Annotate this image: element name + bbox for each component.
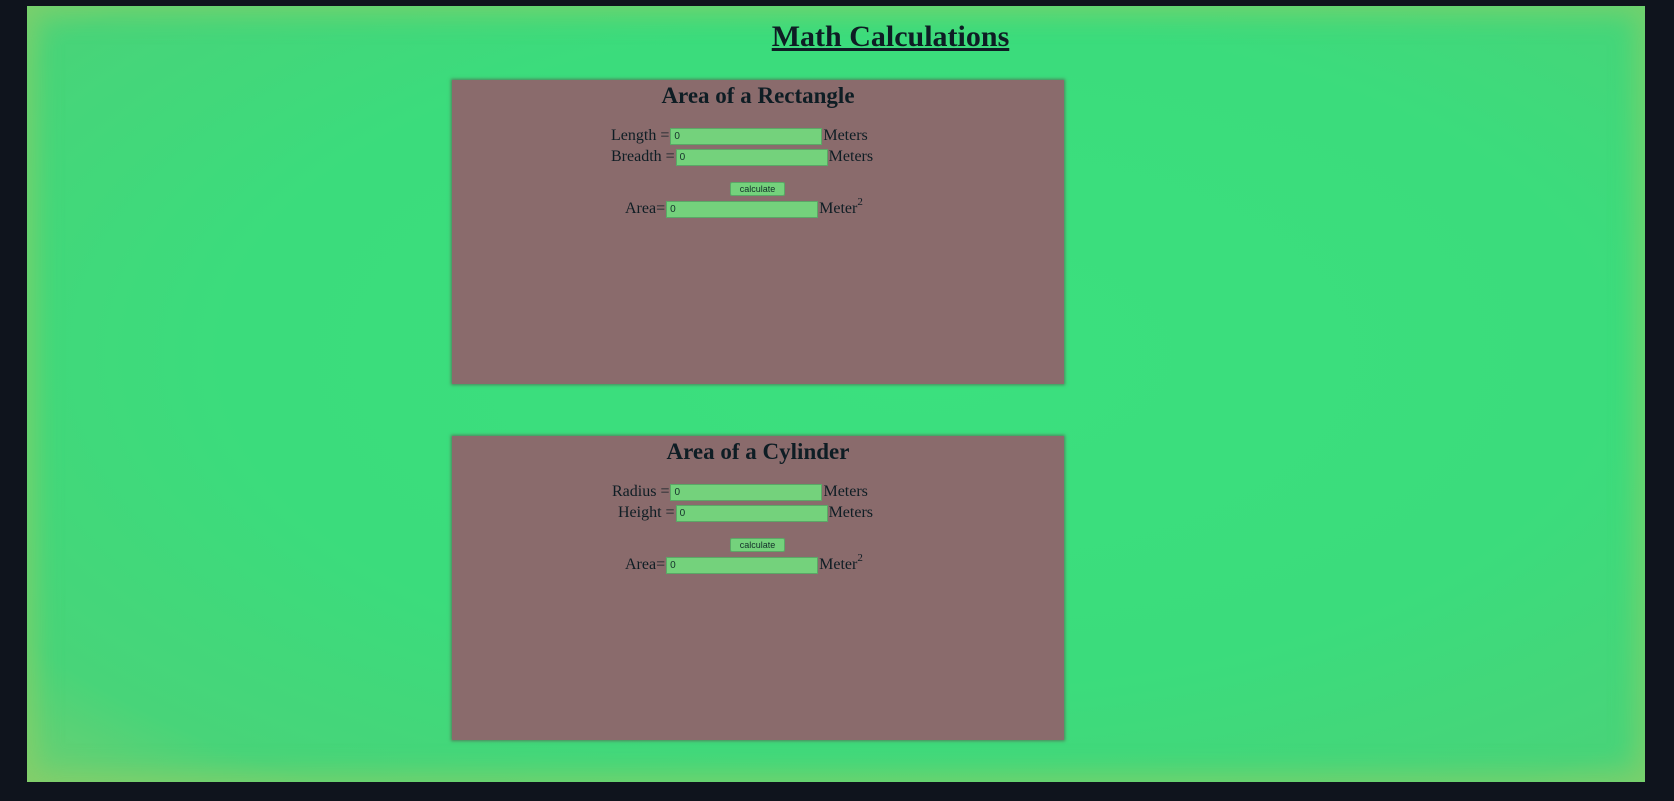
radius-unit: Meters xyxy=(823,483,868,500)
cylinder-calculate-button[interactable]: calculate xyxy=(730,538,785,552)
cylinder-area-unit-exponent: 2 xyxy=(857,551,863,564)
radius-row xyxy=(612,482,868,502)
radius-input[interactable] xyxy=(670,484,822,501)
height-unit: Meters xyxy=(828,504,874,521)
breadth-input[interactable] xyxy=(676,149,828,166)
length-label: Length = xyxy=(611,127,670,144)
cylinder-area-label: Area= xyxy=(625,556,666,573)
height-label: Height = xyxy=(618,504,675,521)
rectangle-area-output[interactable] xyxy=(666,201,818,218)
length-unit: Meters xyxy=(823,127,868,144)
rectangle-panel xyxy=(452,80,1064,384)
cylinder-panel xyxy=(452,436,1064,740)
cylinder-area-output[interactable] xyxy=(666,557,818,574)
page-title: Math Calculations xyxy=(771,20,1010,53)
radius-label: Radius = xyxy=(612,483,670,500)
rectangle-area-row xyxy=(625,195,863,219)
rectangle-area-label: Area= xyxy=(625,200,666,217)
length-row xyxy=(611,126,868,146)
cylinder-area-row xyxy=(625,551,863,575)
breadth-label: Breadth = xyxy=(611,148,675,165)
rectangle-area-unit-text: Meter xyxy=(819,200,858,217)
rectangle-panel-title: Area of a Rectangle xyxy=(661,83,855,108)
length-input[interactable] xyxy=(670,128,822,145)
height-input[interactable] xyxy=(676,505,828,522)
cylinder-panel-title: Area of a Cylinder xyxy=(666,439,850,464)
breadth-unit: Meters xyxy=(828,148,874,165)
rectangle-calculate-button[interactable]: calculate xyxy=(730,182,785,196)
breadth-row xyxy=(611,147,873,167)
rectangle-area-unit xyxy=(819,195,863,219)
rectangle-area-unit-exponent: 2 xyxy=(857,195,863,208)
height-row xyxy=(618,503,873,523)
cylinder-area-unit-text: Meter xyxy=(819,556,858,573)
page-background xyxy=(27,6,1645,782)
cylinder-area-unit xyxy=(819,551,863,575)
